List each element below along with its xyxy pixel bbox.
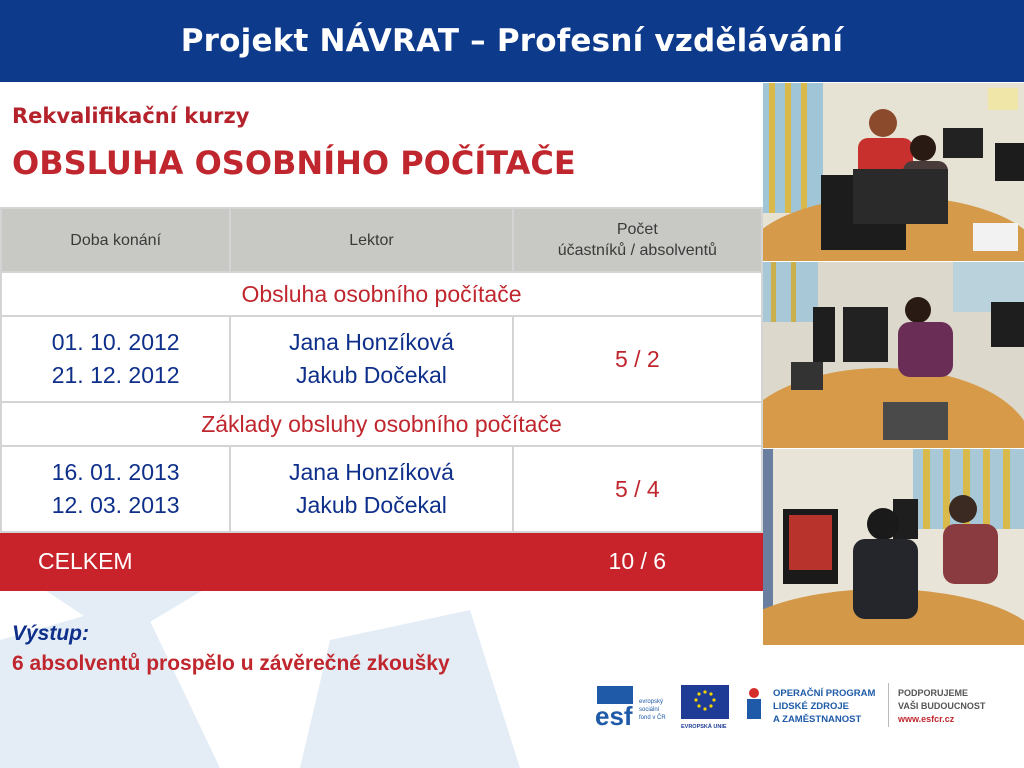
op-lzz-logo — [741, 687, 875, 725]
esf-logo — [593, 683, 675, 731]
eu-flag-logo — [681, 685, 729, 730]
total-row — [1, 532, 762, 590]
output-text: 6 absolventů prospělo u závěrečné zkoušky — [12, 652, 450, 675]
header-lector: Lektor — [230, 208, 512, 272]
subtitle: Rekvalifikační kurzy — [12, 104, 250, 128]
table-row — [1, 446, 762, 532]
esf-label: sociální — [639, 707, 660, 713]
classroom-photo — [763, 83, 1024, 261]
course-section-row — [1, 272, 762, 316]
header-bar — [0, 0, 1024, 82]
esf-label: fond v ČR — [639, 715, 666, 721]
op-label: A ZAMĚSTNANOST — [773, 714, 862, 725]
total-count: 10 / 6 — [513, 532, 762, 590]
header-count — [513, 208, 762, 272]
support-label: VAŠI BUDOUCNOST — [898, 701, 986, 711]
main-title: OBSLUHA OSOBNÍHO POČÍTAČE — [12, 144, 576, 182]
course-dates — [1, 316, 230, 402]
eu-label: EVROPSKÁ UNIE — [681, 724, 727, 730]
course-name: Základy obsluhy osobního počítače — [1, 402, 762, 446]
course-dates — [1, 446, 230, 532]
course-section-row — [1, 402, 762, 446]
header-date: Doba konání — [1, 208, 230, 272]
slide-title: Projekt NÁVRAT – Profesní vzdělávání — [180, 23, 844, 59]
support-logo — [888, 683, 986, 727]
lector-name: Jakub Dočekal — [296, 492, 447, 518]
header-count-line2: účastníků / absolventů — [557, 242, 717, 259]
course-table — [0, 207, 763, 591]
op-label: OPERAČNÍ PROGRAM — [773, 688, 876, 699]
support-url: www.esfcr.cz — [898, 714, 955, 724]
course-lectors — [230, 316, 512, 402]
total-label: CELKEM — [1, 532, 513, 590]
header-count-line1: Počet — [616, 221, 658, 238]
support-label: PODPORUJEME — [898, 688, 969, 698]
lector-name: Jakub Dočekal — [296, 362, 447, 388]
date-end: 21. 12. 2012 — [51, 362, 180, 388]
esf-label: evropský — [639, 699, 664, 705]
op-label: LIDSKÉ ZDROJE — [773, 701, 850, 712]
course-count: 5 / 4 — [513, 446, 762, 532]
course-name: Obsluha osobního počítače — [1, 272, 762, 316]
date-start: 16. 01. 2013 — [51, 459, 180, 485]
course-lectors — [230, 446, 512, 532]
lector-name: Jana Honzíková — [289, 459, 454, 485]
table-header-row — [1, 208, 762, 272]
photo-column — [763, 83, 1024, 645]
output-label: Výstup: — [12, 622, 90, 645]
table-row — [1, 316, 762, 402]
date-end: 12. 03. 2013 — [51, 492, 180, 518]
funding-logos — [593, 683, 1013, 731]
date-start: 01. 10. 2012 — [51, 329, 180, 355]
course-count: 5 / 2 — [513, 316, 762, 402]
lector-name: Jana Honzíková — [289, 329, 454, 355]
classroom-photo — [763, 262, 1024, 448]
classroom-photo — [763, 449, 1024, 645]
svg-text:esf: esf — [595, 701, 633, 731]
